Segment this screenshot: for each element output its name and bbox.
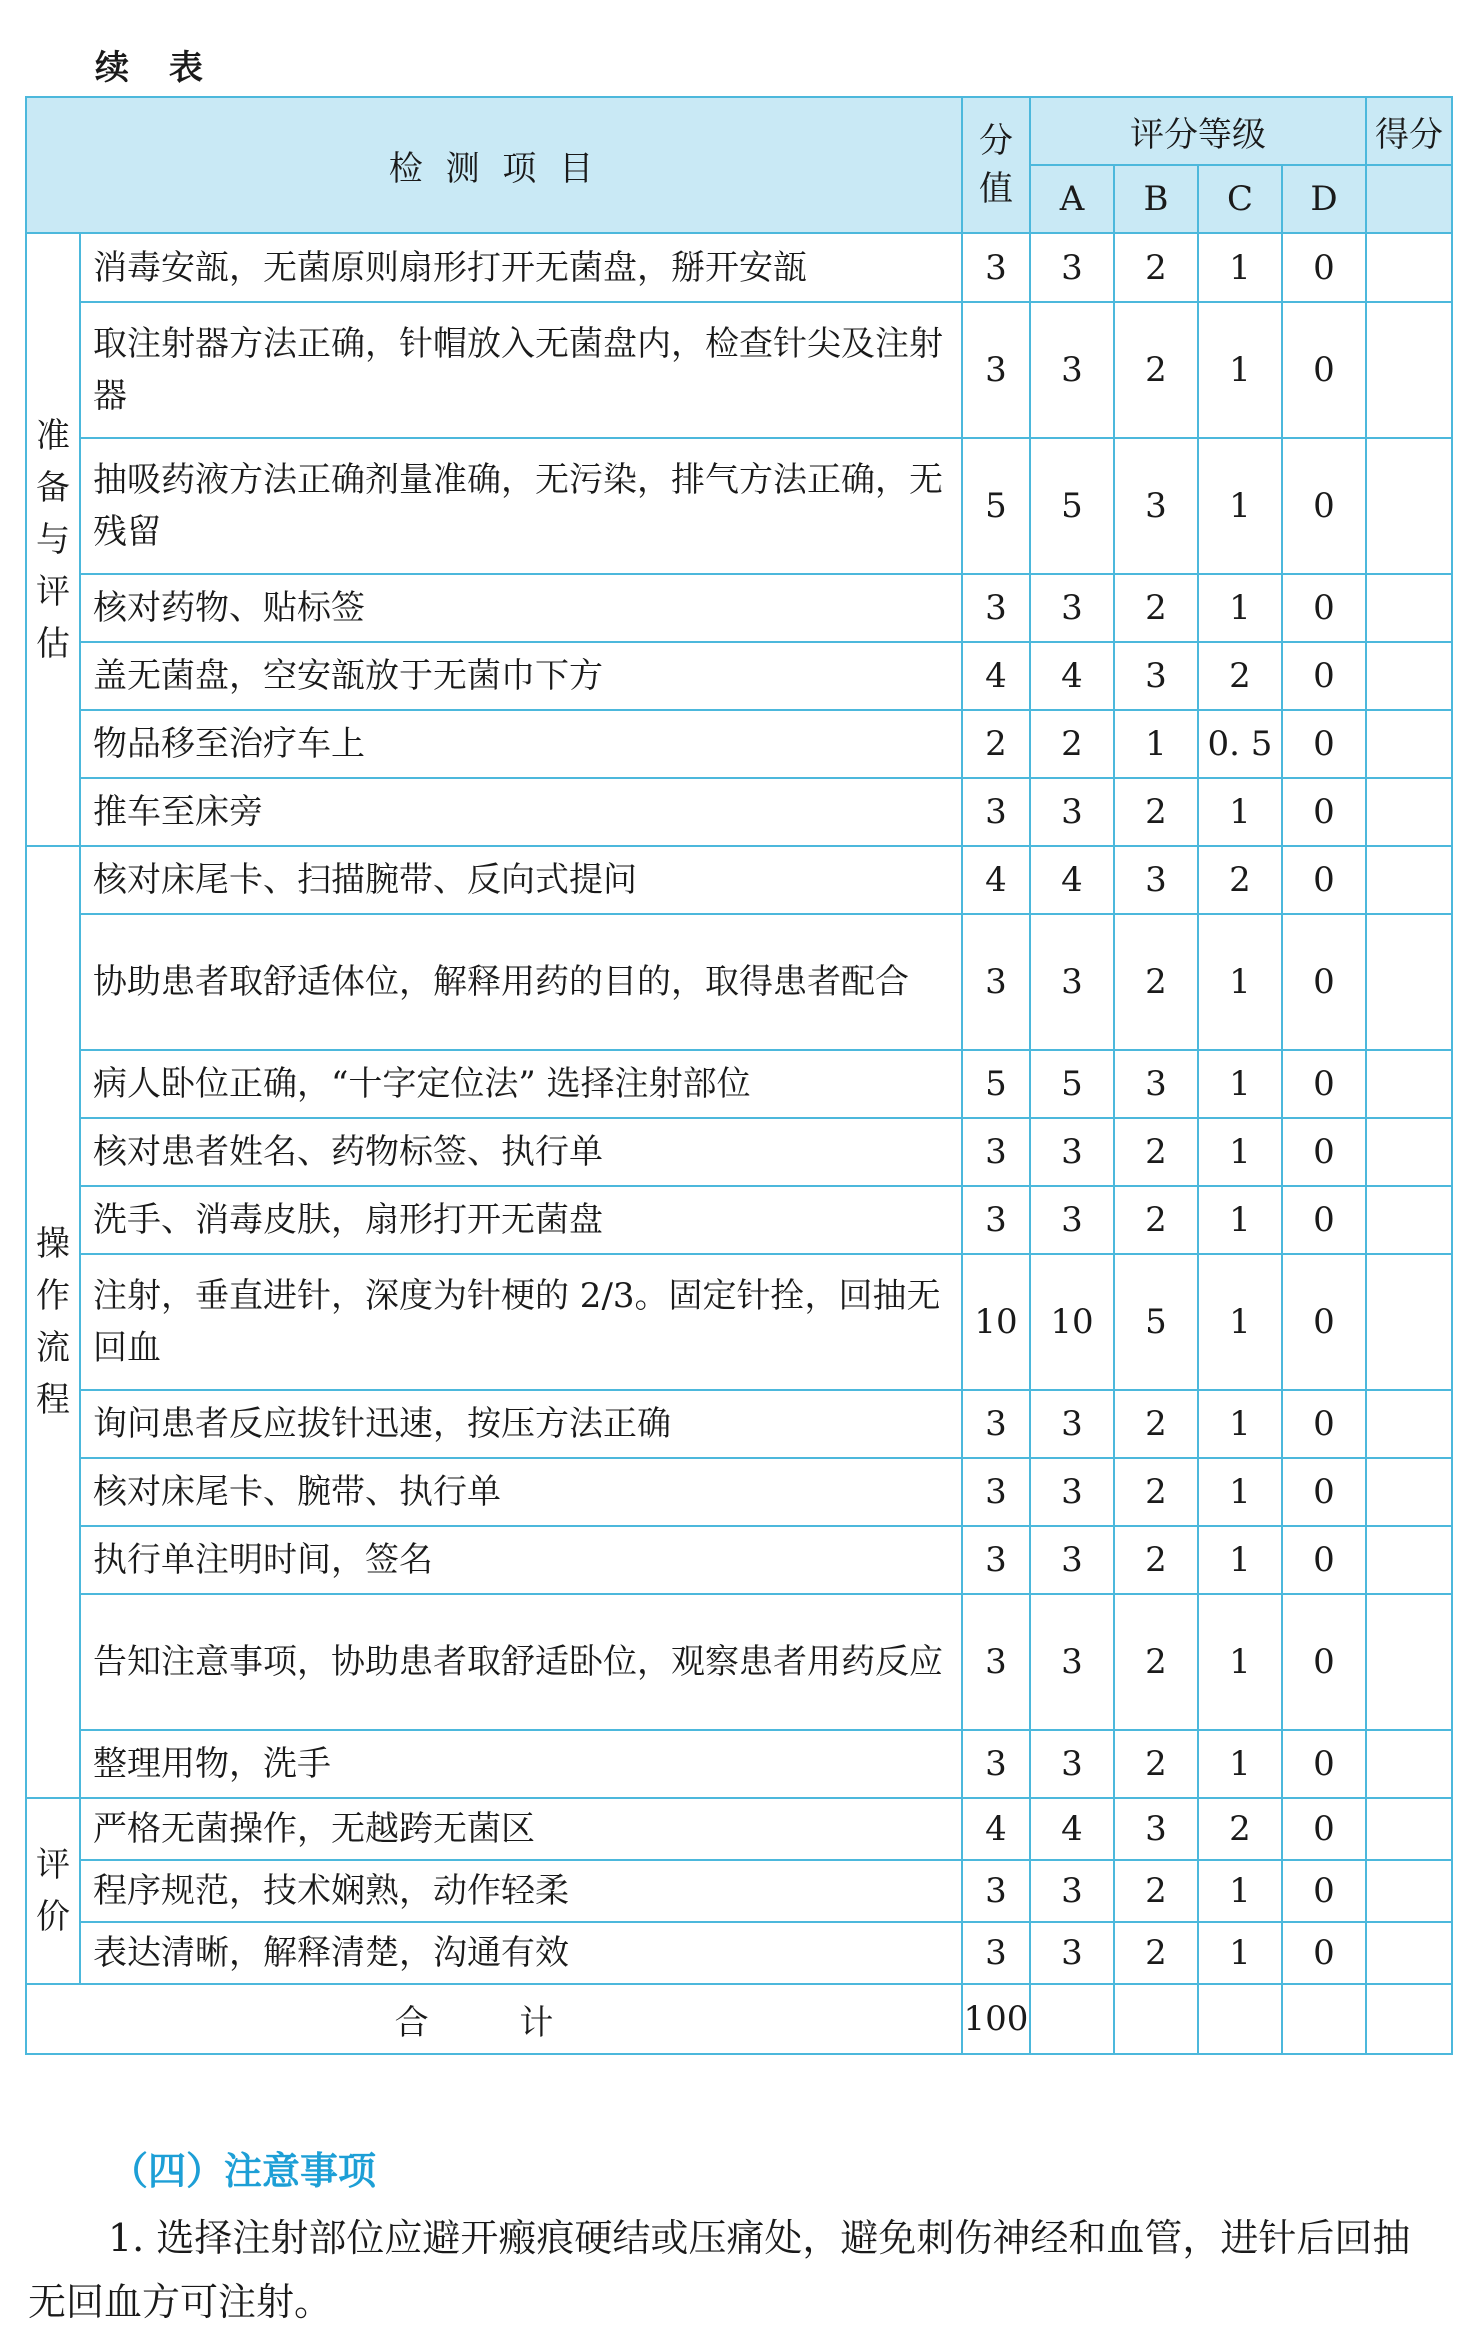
item-text: 核对患者姓名、药物标签、执行单 <box>80 1118 962 1186</box>
item-text: 执行单注明时间，签名 <box>80 1526 962 1594</box>
score-cell: 3 <box>962 1860 1030 1922</box>
grade-b-cell: 2 <box>1114 1118 1198 1186</box>
grade-b-cell: 2 <box>1114 302 1198 438</box>
earned-cell <box>1366 1186 1452 1254</box>
grade-a-cell: 3 <box>1030 1118 1114 1186</box>
table-row <box>26 778 1452 846</box>
grade-c-cell: 1 <box>1198 302 1282 438</box>
header-item: 检 测 项 目 <box>26 97 962 233</box>
grade-d-cell: 0 <box>1282 846 1366 914</box>
item-text: 告知注意事项，协助患者取舒适卧位，观察患者用药反应 <box>80 1594 962 1730</box>
item-text: 协助患者取舒适体位，解释用药的目的，取得患者配合 <box>80 914 962 1050</box>
item-text: 整理用物，洗手 <box>80 1730 962 1798</box>
table-row <box>26 1922 1452 1984</box>
grade-d-cell: 0 <box>1282 710 1366 778</box>
grade-d-cell: 0 <box>1282 233 1366 302</box>
total-d <box>1282 1984 1366 2054</box>
scoring-table <box>25 96 1453 2055</box>
grade-d-cell: 0 <box>1282 642 1366 710</box>
total-b <box>1114 1984 1198 2054</box>
grade-c-cell: 1 <box>1198 574 1282 642</box>
grade-d-cell: 0 <box>1282 1594 1366 1730</box>
score-cell: 3 <box>962 233 1030 302</box>
grade-a-cell: 2 <box>1030 710 1114 778</box>
grade-a-cell: 3 <box>1030 778 1114 846</box>
group-label: 准备与评估 <box>26 233 80 846</box>
earned-cell <box>1366 778 1452 846</box>
table-row <box>26 574 1452 642</box>
grade-b-cell: 2 <box>1114 1186 1198 1254</box>
item-text: 病人卧位正确，“十字定位法” 选择注射部位 <box>80 1050 962 1118</box>
item-text: 物品移至治疗车上 <box>80 710 962 778</box>
grade-c-cell: 2 <box>1198 846 1282 914</box>
item-text: 核对床尾卡、腕带、执行单 <box>80 1458 962 1526</box>
item-text: 严格无菌操作，无越跨无菌区 <box>80 1798 962 1860</box>
table-row <box>26 1458 1452 1526</box>
table-row <box>26 1594 1452 1730</box>
score-cell: 10 <box>962 1254 1030 1390</box>
grade-c-cell: 1 <box>1198 1050 1282 1118</box>
grade-d-cell: 0 <box>1282 574 1366 642</box>
notes-title: （四）注意事项 <box>110 2149 377 2193</box>
grade-a-cell: 3 <box>1030 574 1114 642</box>
item-text: 消毒安瓿，无菌原则扇形打开无菌盘，掰开安瓿 <box>80 233 962 302</box>
grade-a-cell: 3 <box>1030 1730 1114 1798</box>
score-cell: 3 <box>962 1390 1030 1458</box>
table-row <box>26 302 1452 438</box>
score-cell: 3 <box>962 1186 1030 1254</box>
score-cell: 3 <box>962 574 1030 642</box>
earned-cell <box>1366 1118 1452 1186</box>
grade-a-cell: 3 <box>1030 1390 1114 1458</box>
group-label: 评价 <box>26 1798 80 1984</box>
header-level-d: D <box>1282 165 1366 233</box>
grade-d-cell: 0 <box>1282 1922 1366 1984</box>
earned-cell <box>1366 1922 1452 1984</box>
total-label: 合 计 <box>26 1984 962 2054</box>
grade-d-cell: 0 <box>1282 1254 1366 1390</box>
table-row <box>26 642 1452 710</box>
grade-d-cell: 0 <box>1282 1390 1366 1458</box>
grade-c-cell: 1 <box>1198 438 1282 574</box>
table-body <box>26 233 1452 1984</box>
table-row <box>26 846 1452 914</box>
grade-b-cell: 5 <box>1114 1254 1198 1390</box>
score-cell: 3 <box>962 778 1030 846</box>
grade-b-cell: 3 <box>1114 1798 1198 1860</box>
grade-b-cell: 3 <box>1114 846 1198 914</box>
table-row <box>26 1390 1452 1458</box>
earned-cell <box>1366 642 1452 710</box>
grade-c-cell: 0. 5 <box>1198 710 1282 778</box>
table-row <box>26 710 1452 778</box>
table-row <box>26 1798 1452 1860</box>
item-text: 注射，垂直进针，深度为针梗的 2/3。固定针拴，回抽无回血 <box>80 1254 962 1390</box>
grade-c-cell: 1 <box>1198 1730 1282 1798</box>
grade-a-cell: 3 <box>1030 233 1114 302</box>
earned-cell <box>1366 574 1452 642</box>
earned-cell <box>1366 233 1452 302</box>
grade-b-cell: 2 <box>1114 1526 1198 1594</box>
grade-a-cell: 4 <box>1030 642 1114 710</box>
grade-d-cell: 0 <box>1282 438 1366 574</box>
item-text: 核对药物、贴标签 <box>80 574 962 642</box>
grade-c-cell: 2 <box>1198 1798 1282 1860</box>
grade-d-cell: 0 <box>1282 1798 1366 1860</box>
grade-c-cell: 1 <box>1198 1526 1282 1594</box>
continued-table-label: 续 表 <box>95 48 217 88</box>
item-text: 推车至床旁 <box>80 778 962 846</box>
table-row <box>26 1730 1452 1798</box>
score-cell: 3 <box>962 1458 1030 1526</box>
item-text: 取注射器方法正确，针帽放入无菌盘内，检查针尖及注射器 <box>80 302 962 438</box>
item-text: 询问患者反应拔针迅速，按压方法正确 <box>80 1390 962 1458</box>
grade-d-cell: 0 <box>1282 1186 1366 1254</box>
item-text: 抽吸药液方法正确剂量准确，无污染，排气方法正确，无残留 <box>80 438 962 574</box>
score-cell: 3 <box>962 914 1030 1050</box>
grade-b-cell: 2 <box>1114 574 1198 642</box>
table-row <box>26 1860 1452 1922</box>
header-grade: 评分等级 <box>1030 97 1366 165</box>
earned-cell <box>1366 846 1452 914</box>
table-row <box>26 233 1452 302</box>
grade-c-cell: 2 <box>1198 642 1282 710</box>
grade-b-cell: 2 <box>1114 914 1198 1050</box>
grade-b-cell: 3 <box>1114 1050 1198 1118</box>
item-text: 洗手、消毒皮肤，扇形打开无菌盘 <box>80 1186 962 1254</box>
item-text: 核对床尾卡、扫描腕带、反向式提问 <box>80 846 962 914</box>
table-row <box>26 1118 1452 1186</box>
total-c <box>1198 1984 1282 2054</box>
grade-d-cell: 0 <box>1282 1458 1366 1526</box>
item-text: 盖无菌盘，空安瓿放于无菌巾下方 <box>80 642 962 710</box>
earned-cell <box>1366 1458 1452 1526</box>
grade-b-cell: 2 <box>1114 1390 1198 1458</box>
header-earned-blank <box>1366 165 1452 233</box>
total-a <box>1030 1984 1114 2054</box>
score-cell: 3 <box>962 1118 1030 1186</box>
header-level-c: C <box>1198 165 1282 233</box>
grade-a-cell: 3 <box>1030 1860 1114 1922</box>
score-cell: 4 <box>962 1798 1030 1860</box>
total-score: 100 <box>962 1984 1030 2054</box>
table-row <box>26 1050 1452 1118</box>
grade-c-cell: 1 <box>1198 1860 1282 1922</box>
grade-d-cell: 0 <box>1282 778 1366 846</box>
grade-c-cell: 1 <box>1198 914 1282 1050</box>
grade-a-cell: 3 <box>1030 1594 1114 1730</box>
table-row <box>26 914 1452 1050</box>
item-text: 程序规范，技术娴熟，动作轻柔 <box>80 1860 962 1922</box>
table-row <box>26 1186 1452 1254</box>
item-text: 表达清晰，解释清楚，沟通有效 <box>80 1922 962 1984</box>
grade-d-cell: 0 <box>1282 1118 1366 1186</box>
total-row <box>26 1984 1452 2054</box>
table-row <box>26 1254 1452 1390</box>
grade-a-cell: 3 <box>1030 1186 1114 1254</box>
grade-a-cell: 3 <box>1030 914 1114 1050</box>
score-cell: 4 <box>962 642 1030 710</box>
score-cell: 3 <box>962 1526 1030 1594</box>
grade-d-cell: 0 <box>1282 1526 1366 1594</box>
table-row <box>26 1526 1452 1594</box>
earned-cell <box>1366 1254 1452 1390</box>
earned-cell <box>1366 1860 1452 1922</box>
grade-d-cell: 0 <box>1282 914 1366 1050</box>
grade-a-cell: 3 <box>1030 302 1114 438</box>
grade-d-cell: 0 <box>1282 1050 1366 1118</box>
grade-a-cell: 3 <box>1030 1526 1114 1594</box>
earned-cell <box>1366 1730 1452 1798</box>
earned-cell <box>1366 914 1452 1050</box>
total-earned <box>1366 1984 1452 2054</box>
grade-a-cell: 3 <box>1030 1922 1114 1984</box>
grade-a-cell: 5 <box>1030 438 1114 574</box>
grade-b-cell: 2 <box>1114 778 1198 846</box>
score-cell: 3 <box>962 1594 1030 1730</box>
grade-a-cell: 4 <box>1030 1798 1114 1860</box>
earned-cell <box>1366 1050 1452 1118</box>
grade-b-cell: 2 <box>1114 1730 1198 1798</box>
grade-c-cell: 1 <box>1198 1254 1282 1390</box>
grade-b-cell: 1 <box>1114 710 1198 778</box>
table-header <box>26 97 1452 233</box>
grade-c-cell: 1 <box>1198 1186 1282 1254</box>
grade-b-cell: 2 <box>1114 1594 1198 1730</box>
earned-cell <box>1366 710 1452 778</box>
grade-b-cell: 2 <box>1114 1458 1198 1526</box>
score-cell: 3 <box>962 302 1030 438</box>
score-cell: 4 <box>962 846 1030 914</box>
earned-cell <box>1366 1390 1452 1458</box>
header-level-b: B <box>1114 165 1198 233</box>
score-cell: 3 <box>962 1730 1030 1798</box>
earned-cell <box>1366 1526 1452 1594</box>
score-cell: 5 <box>962 438 1030 574</box>
grade-c-cell: 1 <box>1198 1594 1282 1730</box>
grade-d-cell: 0 <box>1282 1860 1366 1922</box>
grade-c-cell: 1 <box>1198 1390 1282 1458</box>
grade-b-cell: 2 <box>1114 1860 1198 1922</box>
grade-a-cell: 5 <box>1030 1050 1114 1118</box>
header-earned: 得分 <box>1366 97 1452 165</box>
table-row <box>26 438 1452 574</box>
grade-c-cell: 1 <box>1198 233 1282 302</box>
earned-cell <box>1366 438 1452 574</box>
grade-c-cell: 1 <box>1198 778 1282 846</box>
grade-b-cell: 3 <box>1114 642 1198 710</box>
group-label: 操作流程 <box>26 846 80 1798</box>
grade-a-cell: 3 <box>1030 1458 1114 1526</box>
grade-c-cell: 1 <box>1198 1458 1282 1526</box>
grade-d-cell: 0 <box>1282 302 1366 438</box>
earned-cell <box>1366 1594 1452 1730</box>
earned-cell <box>1366 302 1452 438</box>
score-cell: 5 <box>962 1050 1030 1118</box>
grade-b-cell: 2 <box>1114 233 1198 302</box>
grade-a-cell: 10 <box>1030 1254 1114 1390</box>
score-cell: 2 <box>962 710 1030 778</box>
grade-c-cell: 1 <box>1198 1922 1282 1984</box>
grade-d-cell: 0 <box>1282 1730 1366 1798</box>
earned-cell <box>1366 1798 1452 1860</box>
score-cell: 3 <box>962 1922 1030 1984</box>
notes-paragraph: 1. 选择注射部位应避开瘢痕硬结或压痛处，避免刺伤神经和血管，进针后回抽无回血方可注射。 <box>28 2216 1411 2324</box>
grade-b-cell: 3 <box>1114 438 1198 574</box>
grade-a-cell: 4 <box>1030 846 1114 914</box>
header-level-a: A <box>1030 165 1114 233</box>
header-score: 分值 <box>962 97 1030 233</box>
grade-b-cell: 2 <box>1114 1922 1198 1984</box>
grade-c-cell: 1 <box>1198 1118 1282 1186</box>
